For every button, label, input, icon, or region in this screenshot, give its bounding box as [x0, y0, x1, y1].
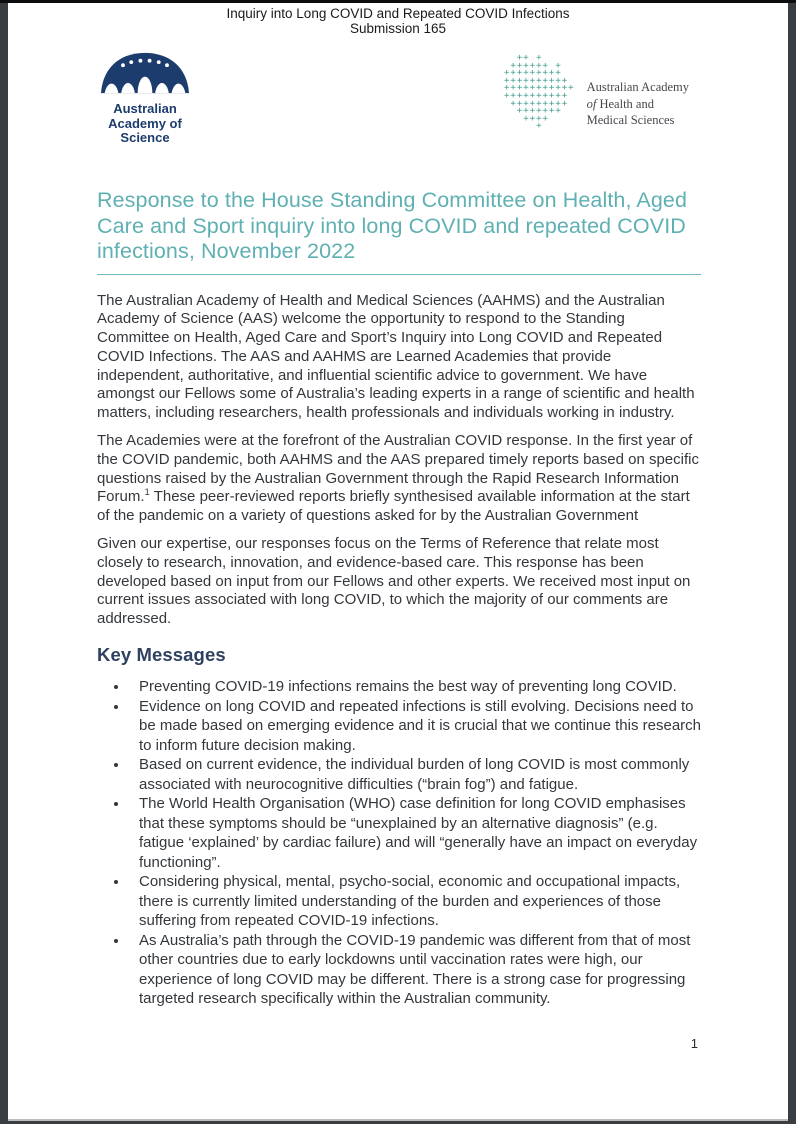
- aas-logo: [97, 51, 193, 146]
- key-messages-heading: Key Messages: [97, 644, 226, 666]
- key-message-item: • Based on current evidence, the individual burden of long COVID is most commonly associated with neurocognitive difficulties (“brain fog”) and fatigue.: [129, 755, 701, 794]
- aas-text-line3: Science: [120, 130, 170, 145]
- paragraph-1: The Australian Academy of Health and Medical Sciences (AAHMS) and the Australian Academy of Science (AAS) welcome the opportunity to respond to the Standing Committee on Health, Aged Care and Sport’s Inquiry into Long COVID and Repeated COVID Infections. The AAS and AAHMS are Learned Academies that provide independent, authoritative, and influential scientific advice to government. We have amongst our Fellows some of Australia’s leading experts in a range of scientific and health matters, including researchers, health professionals and individuals working in industry.: [97, 291, 695, 422]
- aahms-text-line3: Medical Sciences: [586, 113, 675, 128]
- page-title: Response to the House Standing Committee on Health, Aged Care and Sport inquiry into long COVID and repeated COVID infections, November 2022: [97, 188, 688, 263]
- shine-dome-icon: [99, 82, 191, 99]
- paragraph-3: Given our expertise, our responses focus on the Terms of Reference that relate most closely to research, innovation, and evidence-based care. This response has been developed based on input from our Fellows and other experts. We received most input on current issues associated with long COVID, to which the majority of our comments are addressed.: [97, 535, 691, 628]
- submission-header: [8, 3, 788, 36]
- aahms-logo: [504, 51, 700, 131]
- key-message-item: • Preventing COVID-19 infections remains the best way of preventing long COVID.: [129, 677, 701, 697]
- aas-logo-text: [97, 102, 193, 146]
- aahms-logo-text: [587, 79, 689, 129]
- footnote-reference-1: 1: [144, 487, 150, 499]
- title-divider: [97, 274, 701, 275]
- key-message-item: • As Australia’s path through the COVID-19 pandemic was different from that of most other countries due to early lockdowns until vaccination rates were high, our experience of long COVID may be different. There is a strong case for progressing targeted research specifically within the Australian community.: [129, 931, 701, 1009]
- key-message-item: • Evidence on long COVID and repeated infections is still evolving. Decisions need to be made based on emerging evidence and it is crucial that we continue this research to inform future decision making.: [129, 697, 701, 756]
- inquiry-title-line: Inquiry into Long COVID and Repeated COVID Infections: [226, 6, 570, 21]
- document-page: [8, 0, 788, 1121]
- paragraph-2-continuation: These peer-reviewed reports briefly synthesised available information at the start of the pandemic on a variety of questions asked for by the Australian Government: [97, 488, 690, 525]
- aahms-map-icon: ++ + ++++++ + +++++++++ ++++++++++ +++++++++++ ++++++++++ +++++++++ +++++++ ++++ +: [504, 53, 575, 132]
- key-message-item: • The World Health Organisation (WHO) case definition for long COVID emphasises that these symptoms should be “unexplained by an alternative diagnosis” (e.g. fatigue ‘explained’ by cardiac failure) and will “generally have an impact on everyday functioning”.: [129, 794, 701, 872]
- aas-text-line1: Australian: [113, 101, 177, 116]
- key-messages-list: [97, 677, 701, 1009]
- aahms-text-line2: of Health and: [586, 96, 654, 111]
- logos-row: [8, 51, 788, 145]
- paragraph-2-text: The Academies were at the forefront of the Australian COVID response. In the first year of the COVID pandemic, both AAHMS and the AAS prepared timely reports based on specific questions raised by the Australian Government through the Rapid Research Information Forum.: [97, 432, 699, 506]
- aas-text-line2: Academy of: [108, 115, 182, 131]
- paragraph-2: [97, 432, 701, 526]
- submission-number-line: Submission 165: [349, 20, 447, 36]
- aahms-text-line1: Australian Academy: [586, 80, 690, 95]
- page-number: 1: [690, 1036, 698, 1051]
- key-message-item: • Considering physical, mental, psycho-social, economic and occupational impacts, there is currently limited understanding of the burden and experiences of those suffering from repeated COVID-19 infections.: [129, 872, 701, 931]
- document-content: [8, 188, 788, 1009]
